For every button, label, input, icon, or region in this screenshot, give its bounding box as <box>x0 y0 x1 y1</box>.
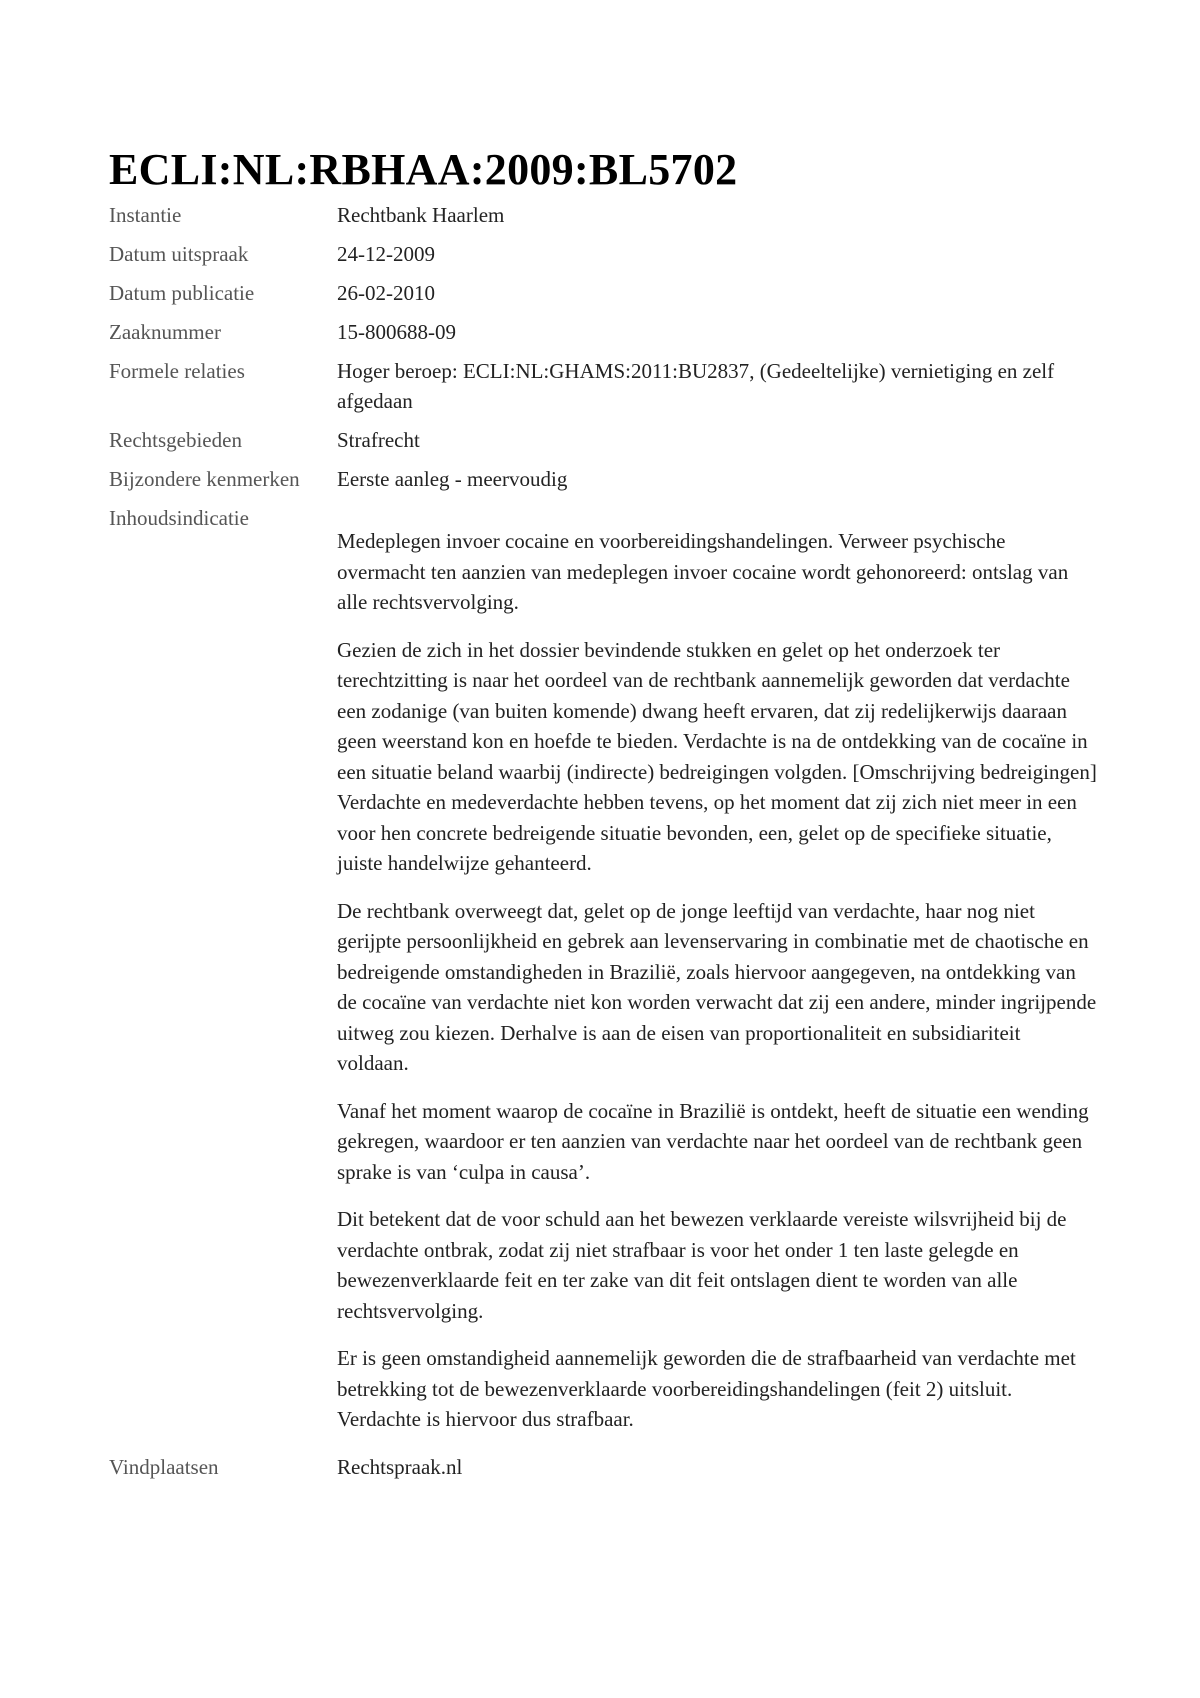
meta-label-datum-publicatie: Datum publicatie <box>109 281 255 305</box>
meta-value-zaaknummer: 15-800688-09 <box>337 320 456 344</box>
meta-value-vindplaatsen: Rechtspraak.nl <box>337 1454 463 1479</box>
meta-row-rechtsgebieden <box>109 425 1099 455</box>
summary-paragraph: De rechtbank overweegt dat, gelet op de jonge leeftijd van verdachte, haar nog niet gerijpte persoonlijkheid en gebrek aan levenservaring in combinatie met de chaotische en bedreigende omstandigheden in Brazilië, zoals hiervoor aangegeven, na ontdekking van de cocaïne van verdachte niet kon worden verwacht dat zij een andere, minder ingrijpende uitweg zou kiezen. Derhalve is aan de eisen van proportionaliteit en subsidiariteit voldaan. <box>337 898 1097 1075</box>
meta-label-zaaknummer: Zaaknummer <box>109 320 221 344</box>
document-page <box>109 140 1099 1482</box>
meta-row-formele-relaties <box>109 356 1099 416</box>
meta-row-zaaknummer <box>109 317 1099 347</box>
meta-row-datum-uitspraak <box>109 239 1099 269</box>
meta-value-bijzondere-kenmerken: Eerste aanleg - meervoudig <box>337 467 568 491</box>
meta-value-instantie: Rechtbank Haarlem <box>337 203 505 227</box>
meta-row-inhoudsindicatie <box>109 503 1099 1452</box>
meta-value-rechtsgebieden: Strafrecht <box>337 428 420 452</box>
summary-paragraph: Gezien de zich in het dossier bevindende stukken en gelet op het onderzoek ter terechtzitting is naar het oordeel van de rechtbank aannemelijk geworden dat verdachte een zodanige (van buiten komende) dwang heeft ervaren, dat zij redelijkerwijs daaraan geen weerstand kon en hoefde te bieden. Verdachte is na de ontdekking van de cocaïne in een situatie beland waarbij (indirecte) bedreigingen volgden. [Omschrijving bedreigingen] Verdachte en medeverdachte hebben tevens, op het moment dat zij zich niet meer in een voor hen concrete bedreigende situatie bevonden, een, gelet op de specifieke situatie, juiste handelwijze gehanteerd. <box>337 637 1097 875</box>
meta-label-inhoudsindicatie: Inhoudsindicatie <box>109 506 249 530</box>
summary-paragraph: Er is geen omstandigheid aannemelijk geworden die de strafbaarheid van verdachte met betrekking tot de bewezenverklaarde voorbereidingshandelingen (feit 2) uitsluit. Verdachte is hiervoor dus strafbaar. <box>337 1346 1076 1431</box>
meta-row-instantie <box>109 200 1099 230</box>
meta-label-instantie: Instantie <box>109 203 182 227</box>
meta-label-bijzondere-kenmerken: Bijzondere kenmerken <box>109 467 300 491</box>
meta-row-datum-publicatie <box>109 278 1099 308</box>
meta-row-vindplaatsen <box>109 1452 1099 1482</box>
summary-paragraph: Vanaf het moment waarop de cocaïne in Brazilië is ontdekt, heeft de situatie een wending gekregen, waardoor er ten aanzien van verdachte naar het oordeel van de rechtbank geen sprake is van ‘culpa in causa’. <box>337 1098 1089 1184</box>
meta-value-formele-relaties <box>337 356 1099 416</box>
summary-paragraph: Medeplegen invoer cocaine en voorbereidingshandelingen. Verweer psychische overmacht ten aanzien van medeplegen invoer cocaine wordt gehonoreerd: ontslag van alle rechtsvervolging. <box>337 529 1069 614</box>
relation-suffix: , (Gedeeltelijke) vernietiging en zelf afgedaan <box>337 359 1055 413</box>
meta-value-datum-publicatie: 26-02-2010 <box>337 281 435 305</box>
meta-label-vindplaatsen: Vindplaatsen <box>109 1454 219 1479</box>
meta-label-formele-relaties: Formele relaties <box>109 359 245 383</box>
relation-prefix: Hoger beroep: <box>337 359 463 383</box>
meta-value-datum-uitspraak: 24-12-2009 <box>337 242 435 266</box>
summary-block <box>337 503 1099 1452</box>
relation-link[interactable]: ECLI:NL:GHAMS:2011:BU2837 <box>462 359 750 383</box>
document-title: ECLI:NL:RBHAA:2009:BL5702 <box>109 145 738 194</box>
summary-paragraph: Dit betekent dat de voor schuld aan het bewezen verklaarde vereiste wilsvrijheid bij de verdachte ontbrak, zodat zij niet strafbaar is voor het onder 1 ten laste gelegde en bewezenverklaarde feit en ter zake van dit feit ontslagen dient te worden van alle rechtsvervolging. <box>337 1207 1067 1323</box>
meta-label-datum-uitspraak: Datum uitspraak <box>109 242 249 266</box>
meta-row-bijzondere-kenmerken <box>109 464 1099 494</box>
meta-label-rechtsgebieden: Rechtsgebieden <box>109 428 242 452</box>
